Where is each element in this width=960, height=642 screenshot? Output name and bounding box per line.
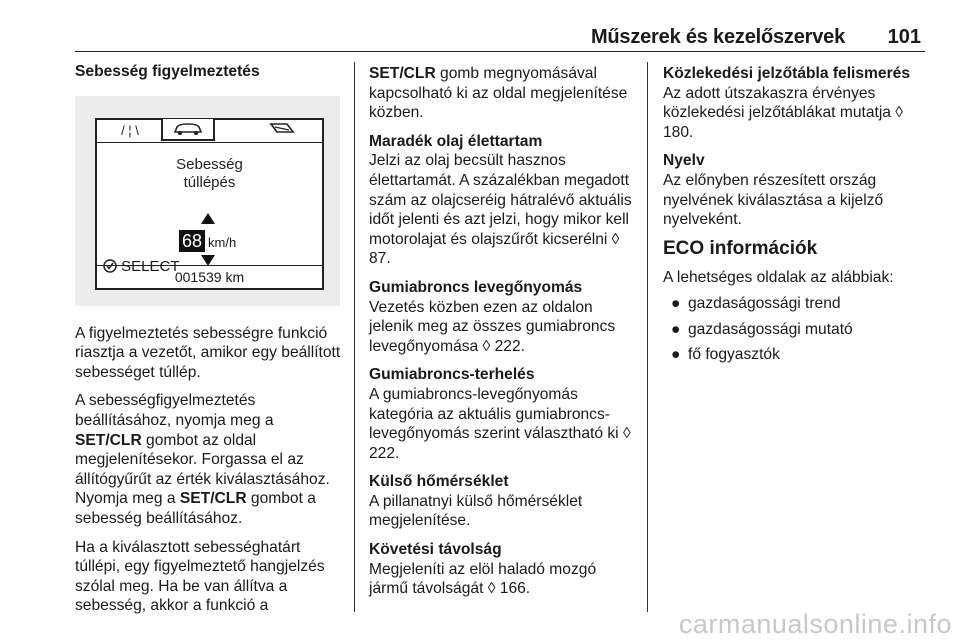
- page-header: [75, 22, 925, 52]
- section-traffic-sign: Közlekedési jelzőtábla felismerés Az adott útszakaszra érvényes közlekedési jelzőtáblákat mutatja ◊ 180.: [663, 64, 933, 142]
- car-tab: [161, 119, 215, 141]
- column-divider-2: [647, 62, 648, 612]
- paragraph-1: A figyelmeztetés sebességre funkció riasztja a vezetőt, amikor egy beállított sebességet túllép.: [75, 324, 341, 381]
- speed-unit: km/h: [208, 234, 237, 250]
- column-1: [75, 62, 343, 625]
- road-sign-icon: [257, 120, 307, 142]
- list-item: ● gazdaságossági trend: [671, 294, 841, 312]
- car-icon: [163, 119, 213, 139]
- header-rule: [75, 51, 925, 52]
- heading-oil-life: Maradék olaj élettartam: [369, 132, 543, 150]
- heading-language: Nyelv: [663, 152, 705, 170]
- heading-tire-load: Gumiabroncs-terhelés: [369, 366, 535, 384]
- section-follow-distance: Követési távolság Megjeleníti az elöl haladó mozgó jármű távolságát ◊ 166.: [369, 540, 639, 599]
- odometer: 001539 km: [97, 265, 322, 288]
- display-line-2: túllépés: [183, 173, 236, 191]
- section-language: Nyelv Az előnyben részesített ország nyelvének kiválasztása a kijelző nyelveként.: [663, 151, 933, 229]
- display-screen: [95, 118, 324, 290]
- section-heading-speed-warning: Sebesség figyelmeztetés: [75, 63, 260, 80]
- heading-eco-info: ECO információk: [663, 237, 818, 259]
- paragraph-3: Ha a kiválasztott sebességhatárt túllépi, egy figyelmeztető hangjelzés szólal meg. Ha be van állítva a sebesség, akkor a funkció a: [75, 538, 325, 615]
- page-number: 101: [887, 26, 921, 48]
- header-title: Műszerek és kezelőszervek: [590, 26, 845, 48]
- section-tire-load: Gumiabroncs-terhelés A gumiabroncs-levegőnyomás kategória az aktuális gumiabroncs-levegőnyomás szerint választható ki ◊ 222.: [369, 365, 639, 463]
- list-item: ● gazdaságossági mutató: [671, 320, 853, 338]
- instrument-display-illustration: [75, 96, 340, 306]
- speed-readout: [179, 230, 236, 252]
- lane-icon: / ¦ \: [121, 122, 139, 138]
- select-label: SELECT: [121, 257, 180, 275]
- watermark: carmanualsonline.info: [678, 609, 952, 639]
- list-item: ● fő fogyasztók: [671, 346, 780, 364]
- arrow-up-icon: [201, 213, 215, 224]
- paragraph-2: A sebességfigyelmeztetés beállításához, nyomja meg a SET/CLR gombot az oldal megjelenítésekor. Forgassa el az állítógyűrűt az érték kiválasztásához. Nyomja meg a SET/CLR gombot a sebesség beállításához.: [75, 392, 330, 527]
- column-divider-1: [354, 62, 355, 612]
- heading-tire-pressure: Gumiabroncs levegőnyomás: [369, 278, 583, 296]
- section-oil-life: Maradék olaj élettartam Jelzi az olaj becsült hasznos élettartamát. A százalékban megadott szám az olajcseréig hátralévő aktuális időt jelenti és azt jelzi, hogy mikor kell motorolajat és olajszűrőt kicserélni ◊ 87.: [369, 132, 639, 269]
- display-line-1: Sebesség: [176, 155, 243, 173]
- heading-follow-distance: Követési távolság: [369, 541, 502, 559]
- column-2: [369, 64, 639, 608]
- eco-intro: A lehetséges oldalak az alábbiak:: [663, 269, 894, 287]
- paragraph-intro: SET/CLR gomb megnyomásával kapcsolható ki az oldal megjelenítése közben.: [369, 65, 628, 122]
- heading-outside-temp: Külső hőmérséklet: [369, 473, 509, 491]
- section-tire-pressure: Gumiabroncs levegőnyomás Vezetés közben ezen az oldalon jelenik meg az összes gumiabroncs levegőnyomása ◊ 222.: [369, 278, 639, 356]
- speed-value: 68: [179, 230, 205, 252]
- heading-traffic-sign: Közlekedési jelzőtábla felismerés: [663, 65, 911, 82]
- column-3: [663, 64, 933, 371]
- section-outside-temp: Külső hőmérséklet A pillanatnyi külső hőmérséklet megjelenítése.: [369, 472, 639, 531]
- eco-list: [663, 294, 933, 365]
- display-top-bar: [97, 120, 322, 143]
